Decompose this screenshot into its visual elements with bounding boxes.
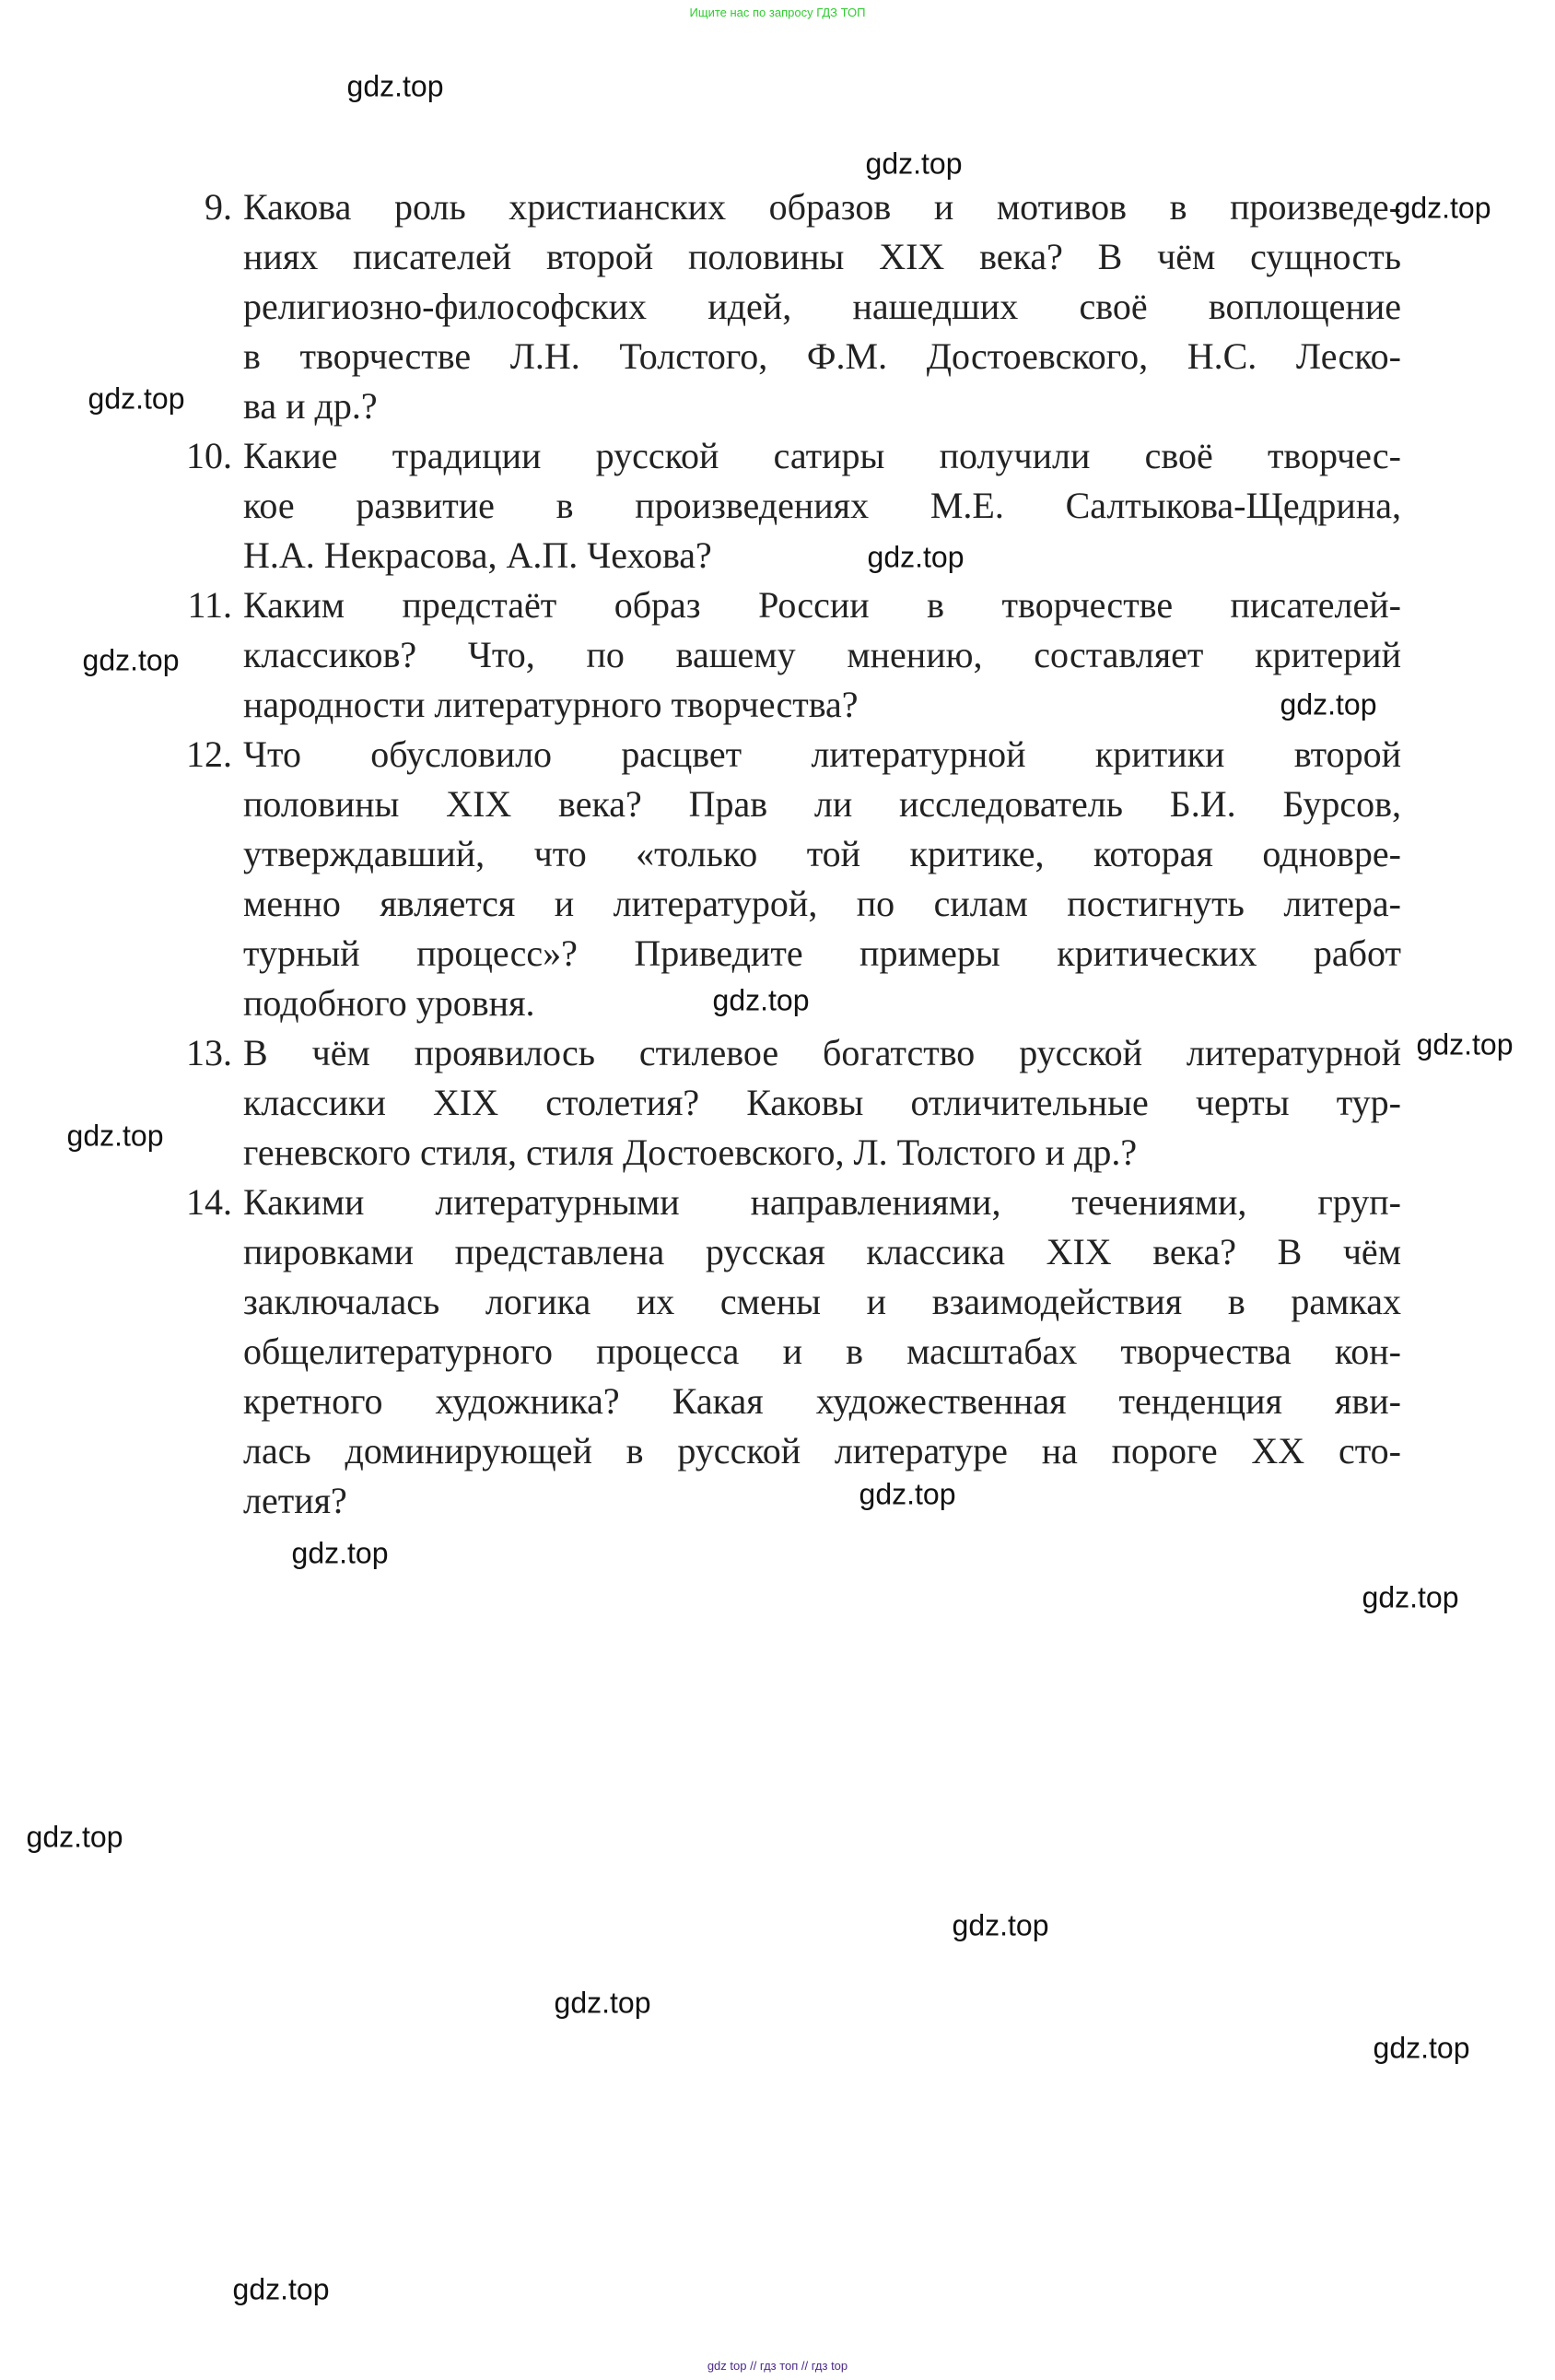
- question-text-line: классиков? Что, по вашему мнению, составляет критерий: [243, 634, 1401, 675]
- question-number: 10.: [186, 435, 232, 476]
- question-text-line: Что обусловило расцвет литературной критики второй: [243, 733, 1401, 775]
- question-text-line: турный процесс»? Приведите примеры критических работ: [243, 932, 1401, 974]
- question-text-line: пировками представлена русская классика XIX века? В чём: [243, 1231, 1401, 1272]
- watermark: gdz.top: [1373, 2031, 1470, 2065]
- question-text-line: классики XIX столетия? Каковы отличительные черты тур-: [243, 1082, 1401, 1123]
- question-text-line: заключалась логика их смены и взаимодействия в рамках: [243, 1281, 1401, 1322]
- question-text-line: Н.А. Некрасова, А.П. Чехова?: [243, 534, 712, 576]
- question-item: [166, 182, 1401, 431]
- watermark: gdz.top: [232, 2272, 330, 2306]
- question-text-line: общелитературного процесса и в масштабах творчества кон-: [243, 1331, 1401, 1372]
- question-text-line: ниях писателей второй половины XIX века? В чём сущность: [243, 236, 1401, 277]
- question-text-line: В чём проявилось стилевое богатство русской литературной: [243, 1032, 1401, 1073]
- question-text-line: кое развитие в произведениях М.Е. Салтыкова-Щедрина,: [243, 485, 1401, 526]
- watermark: gdz.top: [1416, 1027, 1514, 1061]
- watermark: gdz.top: [1280, 687, 1377, 721]
- watermark: gdz.top: [66, 1119, 164, 1153]
- watermark: gdz.top: [859, 1477, 956, 1511]
- question-text-line: подобного уровня.: [243, 982, 535, 1024]
- watermark: gdz.top: [867, 540, 965, 574]
- question-text-line: народности литературного творчества?: [243, 684, 859, 725]
- watermark: gdz.top: [554, 1986, 651, 2020]
- question-text-line: Какова роль христианских образов и мотивов в произведе-: [243, 186, 1401, 228]
- watermark: gdz.top: [88, 381, 185, 416]
- question-number: 14.: [186, 1181, 232, 1223]
- footer-watermark: gdz top // гдз топ // гдз top: [707, 2359, 848, 2373]
- question-item: [166, 1028, 1401, 1178]
- question-number: 13.: [186, 1032, 232, 1073]
- question-item: [166, 1178, 1401, 1526]
- question-number: 11.: [187, 584, 232, 626]
- question-text-line: Каким предстаёт образ России в творчестве писателей-: [243, 584, 1401, 626]
- watermark: gdz.top: [82, 643, 180, 677]
- watermark: gdz.top: [291, 1536, 389, 1570]
- question-text-line: половины XIX века? Прав ли исследователь Б.И. Бурсов,: [243, 783, 1401, 825]
- question-number: 12.: [186, 733, 232, 775]
- watermark: gdz.top: [952, 1908, 1049, 1942]
- question-text-line: Какими литературными направлениями, течениями, груп-: [243, 1181, 1401, 1223]
- search-promo-header: Ищите нас по запросу ГДЗ ТОП: [689, 6, 866, 19]
- question-number: 9.: [205, 186, 232, 228]
- question-text-line: кретного художника? Какая художественная тенденция яви-: [243, 1380, 1401, 1422]
- watermark: gdz.top: [26, 1820, 123, 1854]
- question-text-line: геневского стиля, стиля Достоевского, Л. Толстого и др.?: [243, 1131, 1138, 1173]
- question-text-line: лась доминирующей в русской литературе на пороге XX сто-: [243, 1430, 1401, 1471]
- question-text-line: утверждавший, что «только той критике, которая одновре-: [243, 833, 1401, 874]
- question-text-line: религиозно-философских идей, нашедших своё воплощение: [243, 286, 1401, 327]
- question-text-line: менно является и литературой, по силам постигнуть литера-: [243, 883, 1401, 924]
- watermark: gdz.top: [1362, 1580, 1459, 1614]
- question-text-line: летия?: [243, 1480, 347, 1521]
- question-item: [166, 431, 1401, 580]
- question-list: [166, 182, 1401, 1526]
- question-item: [166, 580, 1401, 730]
- watermark: gdz.top: [346, 69, 444, 103]
- watermark: gdz.top: [865, 147, 963, 181]
- question-text-line: Какие традиции русской сатиры получили своё творчес-: [243, 435, 1401, 476]
- question-text-line: в творчестве Л.Н. Толстого, Ф.М. Достоевского, Н.С. Леско-: [243, 335, 1401, 377]
- watermark: gdz.top: [1394, 191, 1491, 225]
- question-text-line: ва и др.?: [243, 385, 378, 427]
- watermark: gdz.top: [712, 983, 810, 1017]
